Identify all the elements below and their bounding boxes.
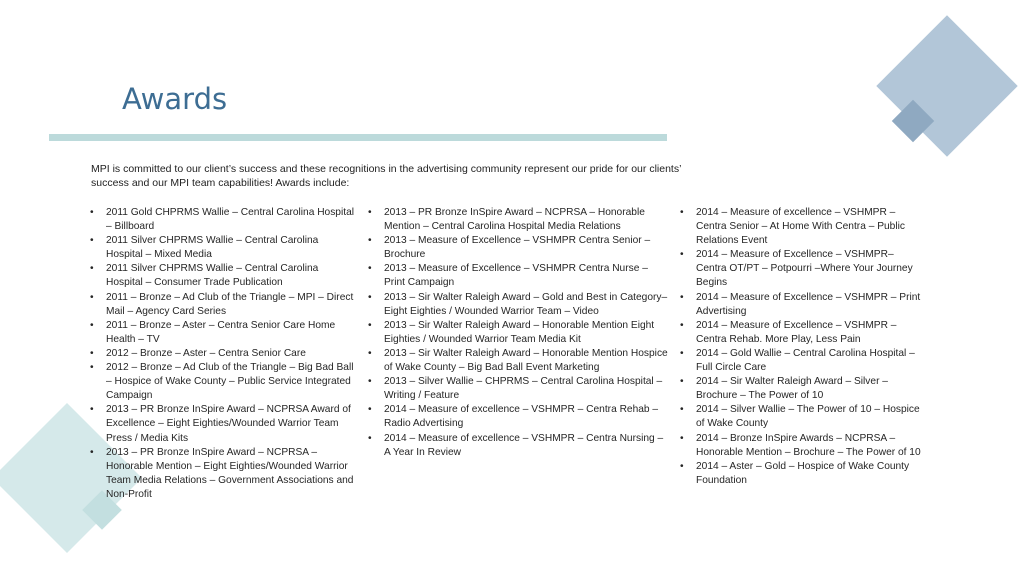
award-item: • 2012 – Bronze – Ad Club of the Triangle – Big Bad Ball – Hospice of Wake County – Public Service Integrated Campaign	[90, 361, 356, 403]
intro-paragraph: MPI is committed to our client’s success and these recognitions in the advertising community represent our pride for our clients’ success and our MPI team capabilities! Awards include:	[91, 163, 682, 190]
award-item: • 2011 Silver CHPRMS Wallie – Central Carolina Hospital – Mixed Media	[90, 234, 356, 262]
award-item: • 2014 – Silver Wallie – The Power of 10 – Hospice of Wake County	[680, 403, 924, 431]
awards-column-1	[90, 206, 356, 502]
award-item: • 2014 – Bronze InSpire Awards – NCPRSA – Honorable Mention – Brochure – The Power of 10	[680, 432, 924, 460]
award-item: • 2013 – PR Bronze InSpire Award – NCPRSA Award of Excellence – Eight Eighties/Wounded Warrior Team Press / Media Kits	[90, 403, 356, 445]
award-item: • 2013 – PR Bronze InSpire Award – NCPRSA – Honorable Mention – Eight Eighties/Wounded Warrior Team Media Relations – Government Associations and Non-Profit	[90, 446, 356, 502]
awards-column-2	[368, 206, 668, 460]
award-item: • 2014 – Measure of excellence – VSHMPR – Centra Senior – At Home With Centra – Public Relations Event	[680, 206, 924, 248]
award-item: • 2014 – Measure of excellence – VSHMPR – Centra Rehab – Radio Advertising	[368, 403, 668, 431]
award-item: • 2013 – Measure of Excellence – VSHMPR Centra Senior – Brochure	[368, 234, 668, 262]
award-item: • 2013 – PR Bronze InSpire Award – NCPRSA – Honorable Mention – Central Carolina Hospital Media Relations	[368, 206, 668, 234]
title-underline	[49, 134, 667, 141]
award-item: • 2013 – Sir Walter Raleigh Award – Honorable Mention Hospice of Wake County – Big Bad Ball Event Marketing	[368, 347, 668, 375]
award-item: • 2011 – Bronze – Ad Club of the Triangle – MPI – Direct Mail – Agency Card Series	[90, 291, 356, 319]
award-item: • 2014 – Measure of excellence – VSHMPR – Centra Nursing – A Year In Review	[368, 432, 668, 460]
award-item: • 2014 – Measure of Excellence – VSHMPR– Centra OT/PT – Potpourri –Where Your Journey Begins	[680, 248, 924, 290]
award-item: • 2013 – Sir Walter Raleigh Award – Gold and Best in Category– Eight Eighties / Wounded Warrior Team – Video	[368, 291, 668, 319]
award-item: • 2013 – Measure of Excellence – VSHMPR Centra Nurse – Print Campaign	[368, 262, 668, 290]
award-item: • 2011 Gold CHPRMS Wallie – Central Carolina Hospital – Billboard	[90, 206, 356, 234]
awards-column-3	[680, 206, 924, 488]
award-item: • 2014 – Gold Wallie – Central Carolina Hospital – Full Circle Care	[680, 347, 924, 375]
award-item: • 2013 – Sir Walter Raleigh Award – Honorable Mention Eight Eighties / Wounded Warrior Team Media Kit	[368, 319, 668, 347]
award-item: • 2014 – Measure of Excellence – VSHMPR – Print Advertising	[680, 291, 924, 319]
award-item: • 2012 – Bronze – Aster – Centra Senior Care	[90, 347, 356, 361]
award-item: • 2014 – Aster – Gold – Hospice of Wake County Foundation	[680, 460, 924, 488]
slide-title: Awards	[122, 82, 228, 116]
award-item: • 2013 – Silver Wallie – CHPRMS – Central Carolina Hospital – Writing / Feature	[368, 375, 668, 403]
award-item: • 2011 Silver CHPRMS Wallie – Central Carolina Hospital – Consumer Trade Publication	[90, 262, 356, 290]
award-item: • 2014 – Sir Walter Raleigh Award – Silver – Brochure – The Power of 10	[680, 375, 924, 403]
decorative-diamond-large	[876, 15, 1017, 156]
award-item: • 2011 – Bronze – Aster – Centra Senior Care Home Health – TV	[90, 319, 356, 347]
award-item: • 2014 – Measure of Excellence – VSHMPR – Centra Rehab. More Play, Less Pain	[680, 319, 924, 347]
